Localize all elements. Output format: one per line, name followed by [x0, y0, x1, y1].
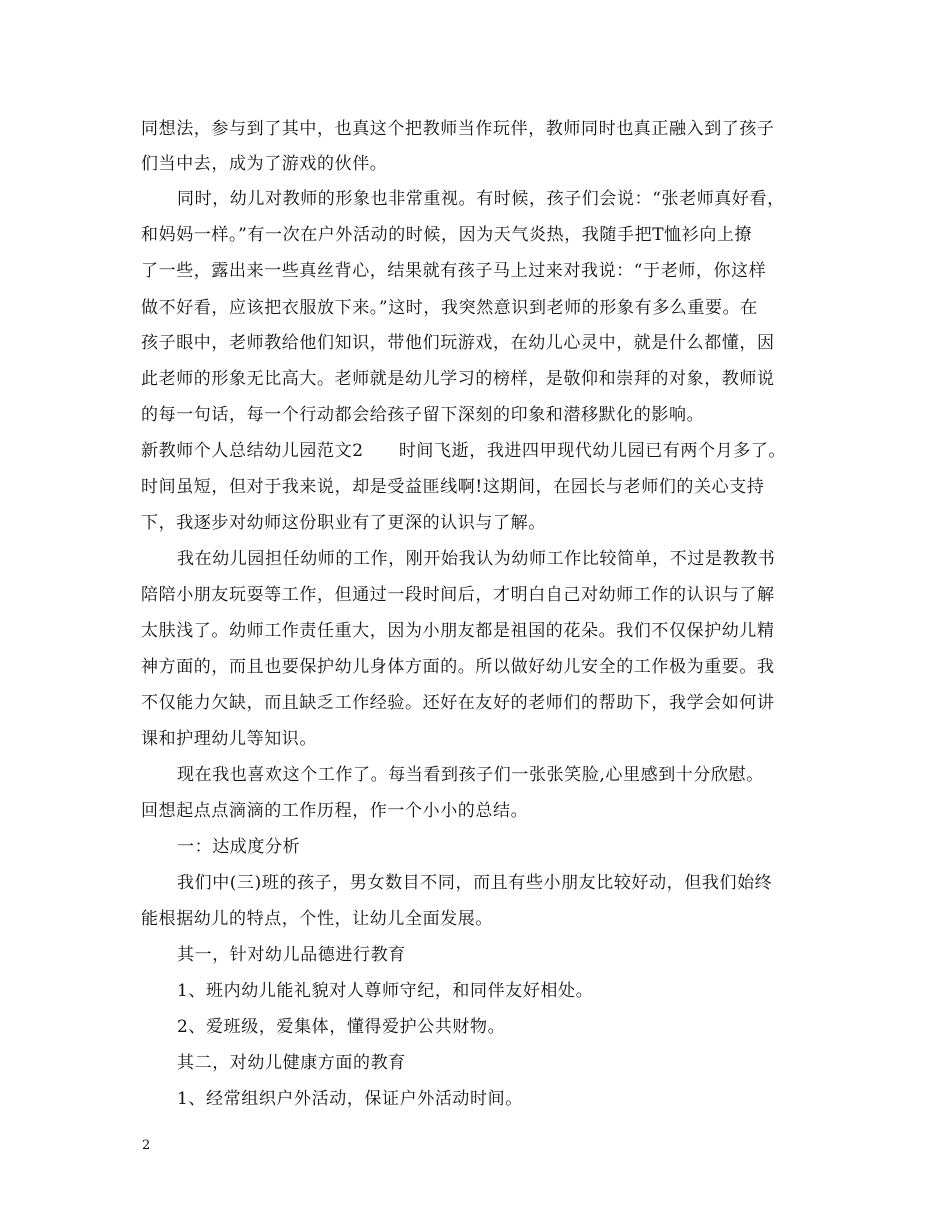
text-line: 回想起点点滴滴的工作历程，作一个小小的总结。 [141, 801, 529, 821]
text-line: 神方面的，而且也要保护幼儿身体方面的。所以做好幼儿安全的工作极为重要。我 [141, 657, 775, 677]
text-line: 太肤浅了。幼师工作责任重大，因为小朋友都是祖国的花朵。我们不仅保护幼儿精 [141, 621, 775, 641]
text-line: 的每一句话，每一个行动都会给孩子留下深刻的印象和潜移默化的影响。 [141, 405, 705, 425]
page-number: 2 [142, 1138, 151, 1153]
subheading: 其一，针对幼儿品德进行教育 [177, 945, 406, 965]
text-line: 陪陪小朋友玩耍等工作，但通过一段时间后，才明白自己对幼师工作的认识与了解 [141, 585, 775, 605]
text-line: 孩子眼中，老师教给他们知识，带他们玩游戏，在幼儿心灵中，就是什么都懂，因 [141, 333, 775, 353]
text-line: 不仅能力欠缺，而且缺乏工作经验。还好在友好的老师们的帮助下，我学会如何讲 [141, 693, 775, 713]
text-line: 课和护理幼儿等知识。 [141, 729, 317, 749]
text-line: 了一些，露出来一些真丝背心，结果就有孩子马上过来对我说：“于老师，你这样 [141, 261, 767, 281]
text-line: 能根据幼儿的特点，个性，让幼儿全面发展。 [141, 909, 493, 929]
text-line: 们当中去，成为了游戏的伙伴。 [141, 154, 388, 174]
section-heading-line: 新教师个人总结幼儿园范文2 时间飞逝，我进四甲现代幼儿园已有两个月多了。 [141, 441, 787, 461]
paragraph-first-line: 我在幼儿园担任幼师的工作，刚开始我认为幼师工作比较简单，不过是教教书 [177, 549, 776, 569]
text-line: 时间虽短，但对于我来说，却是受益匪线啊!这期间，在园长与老师们的关心支持 [141, 477, 765, 497]
list-item: 2、爱班级，爱集体，懂得爱护公共财物。 [177, 1017, 506, 1037]
paragraph-first-line: 我们中(三)班的孩子，男女数目不同，而且有些小朋友比较好动，但我们始终 [177, 873, 773, 893]
text-line: 同想法，参与到了其中，也真这个把教师当作玩伴，教师同时也真正融入到了孩子 [141, 119, 775, 139]
text-line: 和妈妈一样。”有一次在户外活动的时候，因为天气炎热，我随手把T恤衫向上撩 [141, 225, 753, 245]
list-item: 1、班内幼儿能礼貌对人尊师守纪，和同伴友好相处。 [177, 981, 594, 1001]
subheading: 一：达成度分析 [177, 837, 301, 857]
text-line: 下，我逐步对幼师这份职业有了更深的认识与了解。 [141, 513, 546, 533]
paragraph-first-line: 现在我也喜欢这个工作了。每当看到孩子们一张张笑脸,心里感到十分欣慰。 [177, 765, 764, 785]
text-line: 做不好看，应该把衣服放下来。”这时，我突然意识到老师的形象有多么重要。在 [141, 298, 758, 318]
list-item: 1、经常组织户外活动，保证户外活动时间。 [177, 1089, 523, 1109]
text-line: 此老师的形象无比高大。老师就是幼儿学习的榜样，是敬仰和崇拜的对象，教师说 [141, 369, 775, 389]
subheading: 其二，对幼儿健康方面的教育 [177, 1053, 406, 1073]
paragraph-first-line: 同时，幼儿对教师的形象也非常重视。有时候，孩子们会说：“张老师真好看， [177, 189, 785, 209]
